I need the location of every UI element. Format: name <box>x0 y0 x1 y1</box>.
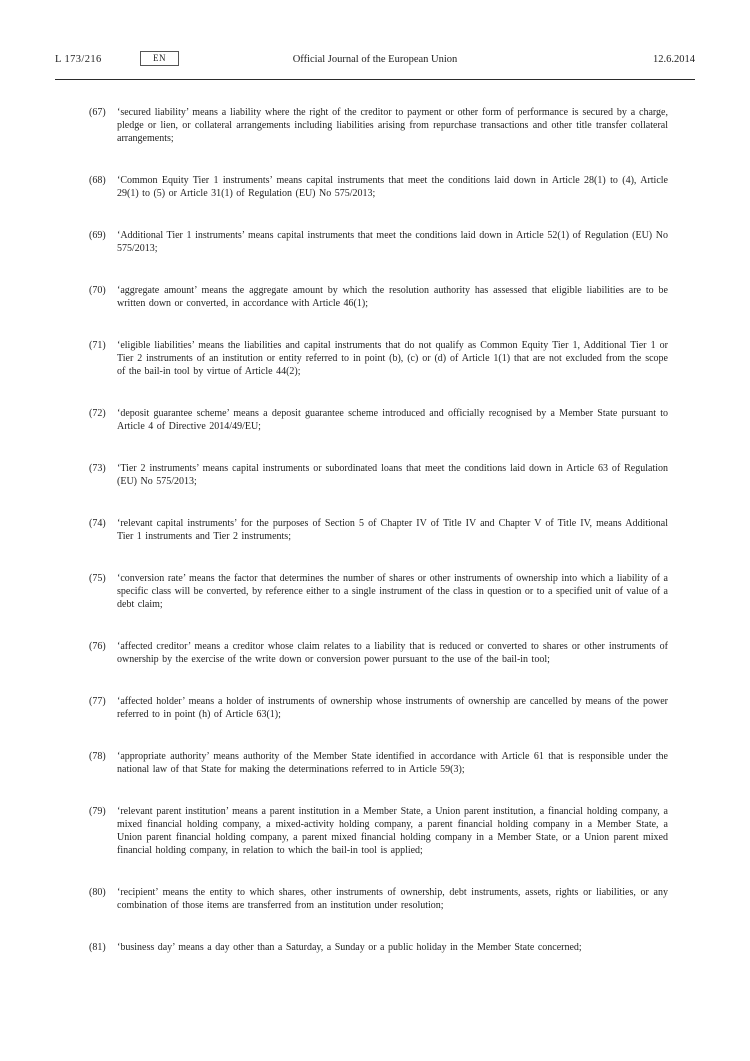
journal-title: Official Journal of the European Union <box>292 54 458 65</box>
definition-number: (71) <box>89 340 106 351</box>
definition-item <box>89 640 668 666</box>
definition-item <box>89 284 668 310</box>
definitions-list <box>89 106 668 954</box>
definition-text: ‘relevant capital instruments’ for the purposes of Section 5 of Chapter IV of Title IV and Chapter V of Title IV, means Additional Tier 1 instruments and Tier 2 instruments; <box>117 518 668 542</box>
definition-text: ‘relevant parent institution’ means a parent institution in a Member State, a Union parent institution, a financial holding company, a mixed financial holding company, a mixed-activity holding company, a parent financial holding company in a Member State, a Union parent financial holding company, a parent mixed financial holding company in a Member State, or a Union parent mixed financial holding company, in relation to which the bail-in tool is applied; <box>117 806 668 856</box>
definition-item <box>89 886 668 912</box>
definition-text: ‘deposit guarantee scheme’ means a deposit guarantee scheme introduced and officially recognised by a Member State pursuant to Article 4 of Directive 2014/49/EU; <box>117 408 668 432</box>
definition-number: (80) <box>89 887 106 898</box>
definition-text: ‘secured liability’ means a liability where the right of the creditor to payment or other form of performance is secured by a charge, pledge or lien, or collateral arrangements including liabilities arising from repurchase transactions and other title transfer collateral arrangements; <box>117 107 668 144</box>
definition-text: ‘Additional Tier 1 instruments’ means capital instruments that meet the conditions laid down in Article 52(1) of Regulation (EU) No 575/2013; <box>117 230 668 254</box>
definition-number: (72) <box>89 408 106 419</box>
definition-item <box>89 750 668 776</box>
definition-text: ‘recipient’ means the entity to which shares, other instruments of ownership, debt instruments, assets, rights or liabilities, or any combination of those items are transferred from an institution under resolution; <box>117 887 668 911</box>
header-rule <box>55 79 695 80</box>
definition-item <box>89 106 668 145</box>
definition-item <box>89 572 668 611</box>
definition-text: ‘Common Equity Tier 1 instruments’ means capital instruments that meet the conditions laid down in Article 28(1) to (4), Article 29(1) to (5) or Article 31(1) of Regulation (EU) No 575/2013; <box>117 175 668 199</box>
definition-number: (81) <box>89 942 106 953</box>
page-reference: L 173/216 <box>55 54 102 65</box>
definition-number: (75) <box>89 573 106 584</box>
definition-number: (74) <box>89 518 106 529</box>
definition-item <box>89 462 668 488</box>
definition-text: ‘eligible liabilities’ means the liabilities and capital instruments that do not qualify as Common Equity Tier 1, Additional Tier 1 or Tier 2 instruments of an institution or entity referred to in point (b), (c) or (d) of Article 1(1) that are not excluded from the scope of the bail-in tool by virtue of Article 44(2); <box>117 340 668 377</box>
definition-number: (68) <box>89 175 106 186</box>
page-header <box>55 0 695 72</box>
language-badge: EN <box>140 51 179 66</box>
header-date: 12.6.2014 <box>653 54 695 65</box>
definition-number: (78) <box>89 751 106 762</box>
definition-item <box>89 407 668 433</box>
definition-item <box>89 695 668 721</box>
definition-item <box>89 517 668 543</box>
definition-text: ‘Tier 2 instruments’ means capital instruments or subordinated loans that meet the conditions laid down in Article 63 of Regulation (EU) No 575/2013; <box>117 463 668 487</box>
definition-text: ‘business day’ means a day other than a Saturday, a Sunday or a public holiday in the Member State concerned; <box>117 942 582 953</box>
definition-number: (77) <box>89 696 106 707</box>
definition-number: (73) <box>89 463 106 474</box>
definition-item <box>89 805 668 857</box>
definition-number: (67) <box>89 107 106 118</box>
definition-text: ‘appropriate authority’ means authority of the Member State identified in accordance with Article 61 that is responsible under the national law of that State for making the determinations referred to in Article 59(3); <box>117 751 668 775</box>
definition-number: (79) <box>89 806 106 817</box>
definition-item <box>89 229 668 255</box>
definition-number: (70) <box>89 285 106 296</box>
definition-item <box>89 339 668 378</box>
definition-number: (69) <box>89 230 106 241</box>
definition-item <box>89 941 668 954</box>
definition-text: ‘conversion rate’ means the factor that determines the number of shares or other instruments of ownership into which a liability of a specific class will be converted, by reference either to a single instrument of the class in question or to a specified unit of value of a debt claim; <box>117 573 668 610</box>
definition-text: ‘aggregate amount’ means the aggregate amount by which the resolution authority has assessed that eligible liabilities are to be written down or converted, in accordance with Article 46(1); <box>117 285 668 309</box>
definition-number: (76) <box>89 641 106 652</box>
definition-item <box>89 174 668 200</box>
definition-text: ‘affected holder’ means a holder of instruments of ownership whose instruments of ownership are cancelled by means of the power referred to in point (h) of Article 63(1); <box>117 696 668 720</box>
definition-text: ‘affected creditor’ means a creditor whose claim relates to a liability that is reduced or converted to shares or other instruments of ownership by the exercise of the write down or conversion power pursuant to the use of the bail-in tool; <box>117 641 668 665</box>
